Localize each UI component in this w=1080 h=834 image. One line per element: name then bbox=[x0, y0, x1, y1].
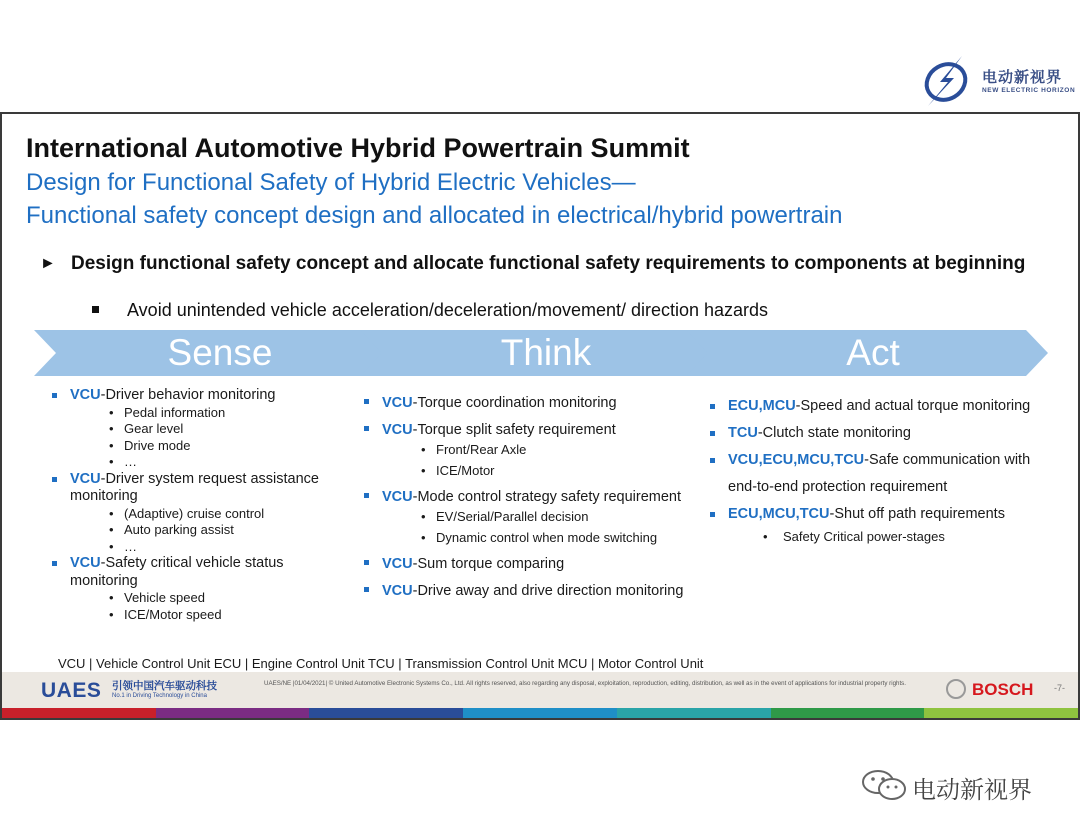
brand-name-en: NEW ELECTRIC HORIZON bbox=[982, 87, 1076, 94]
list-item: VCU-Driver system request assistance monitoring bbox=[50, 471, 350, 506]
arrow-bullet-icon: ► bbox=[40, 255, 56, 272]
color-bar-segment bbox=[771, 708, 925, 718]
list-subitem: • Drive mode bbox=[109, 437, 191, 453]
list-subitem: • … bbox=[109, 538, 137, 554]
main-bullet bbox=[40, 251, 1050, 276]
list-item: VCU-Driver behavior monitoring bbox=[50, 387, 350, 405]
list-subitem: • Vehicle speed bbox=[109, 590, 205, 605]
chevron-label-think: Think bbox=[500, 332, 592, 373]
bosch-logo: BOSCH bbox=[946, 680, 1033, 701]
color-bar-segment bbox=[309, 708, 463, 718]
list-item: VCU-Sum torque comparing bbox=[362, 554, 712, 574]
square-bullet-icon bbox=[710, 431, 715, 436]
legal-notice: UAES/NE |01/04/2021| © United Automotive Electronic Systems Co., Ltd. All rights reserved, also regarding any disposal, exploitation, reproduction, editing, distribution, as well as in the event of applications for industrial property rights. bbox=[264, 680, 906, 687]
slide-subtitle-2: Functional safety concept design and allocated in electrical/hybrid powertrain bbox=[26, 202, 843, 229]
square-bullet-icon bbox=[364, 493, 369, 498]
uaes-logo: UAES bbox=[41, 679, 102, 702]
square-bullet-icon bbox=[364, 399, 369, 404]
abbreviations-legend: VCU | Vehicle Control Unit ECU | Engine Control Unit TCU | Transmission Control Unit MCU | Motor Control Unit bbox=[58, 656, 704, 671]
slide-footer bbox=[2, 672, 1078, 708]
lightning-globe-icon bbox=[918, 52, 978, 108]
brand-name-cn: 电动新视界 bbox=[982, 69, 1063, 86]
list-item: VCU-Safety critical vehicle status monitoring bbox=[50, 555, 350, 590]
slide bbox=[0, 112, 1080, 720]
list-subitem: • … bbox=[109, 454, 137, 469]
page-number: -7- bbox=[1054, 683, 1065, 693]
square-bullet-icon bbox=[52, 477, 57, 482]
wechat-icon bbox=[860, 768, 910, 802]
list-subitem: • Front/Rear Axle bbox=[421, 442, 527, 457]
list-subitem: • Dynamic control when mode switching bbox=[421, 529, 658, 545]
list-subitem: • EV/Serial/Parallel decision bbox=[421, 509, 589, 524]
square-bullet-icon bbox=[52, 561, 57, 566]
list-subitem: • Pedal information bbox=[109, 404, 226, 420]
brand-logo bbox=[918, 52, 1078, 108]
list-subitem: • Safety Critical power-stages bbox=[763, 529, 945, 544]
square-bullet-icon bbox=[52, 393, 57, 398]
color-bar-segment bbox=[924, 708, 1078, 718]
color-bar-segment bbox=[2, 708, 156, 718]
square-bullet-icon bbox=[710, 512, 715, 517]
bosch-ring-icon bbox=[946, 679, 966, 699]
slide-title: International Automotive Hybrid Powertrain Summit bbox=[26, 133, 690, 163]
act-column bbox=[708, 393, 1068, 546]
list-item: TCU-Clutch state monitoring bbox=[708, 420, 1068, 447]
list-subitem: • ICE/Motor speed bbox=[109, 606, 222, 622]
list-item: VCU,ECU,MCU,TCU-Safe communication with end-to-end protection requirement bbox=[708, 447, 1058, 501]
color-bar-segment bbox=[617, 708, 771, 718]
list-item: ECU,MCU,TCU-Shut off path requirements bbox=[708, 501, 1068, 528]
square-bullet-icon bbox=[364, 560, 369, 565]
list-item: VCU-Torque coordination monitoring bbox=[362, 393, 712, 413]
square-bullet-icon bbox=[364, 426, 369, 431]
square-bullet-icon bbox=[364, 587, 369, 592]
slide-subtitle-1: Design for Functional Safety of Hybrid Electric Vehicles— bbox=[26, 169, 636, 196]
footer-color-bar bbox=[2, 708, 1078, 718]
uaes-slogan-cn: 引领中国汽车驱动科技 bbox=[112, 680, 217, 692]
think-column bbox=[362, 393, 712, 608]
watermark-text: 电动新视界 bbox=[912, 777, 1032, 804]
list-item: ECU,MCU-Speed and actual torque monitoring bbox=[708, 393, 1068, 420]
chevron-label-act: Act bbox=[846, 332, 900, 373]
color-bar-segment bbox=[463, 708, 617, 718]
list-subitem: • (Adaptive) cruise control bbox=[109, 505, 265, 521]
list-subitem: • Gear level bbox=[109, 421, 184, 436]
sense-column bbox=[50, 387, 350, 623]
color-bar-segment bbox=[156, 708, 310, 718]
sub-bullet bbox=[92, 300, 768, 321]
square-bullet-icon bbox=[710, 458, 715, 463]
chevron-label-sense: Sense bbox=[167, 332, 273, 373]
main-bullet-text: Design functional safety concept and allocate functional safety requirements to components at beginning bbox=[71, 253, 1026, 274]
list-subitem: • ICE/Motor bbox=[421, 462, 495, 478]
list-item: VCU-Mode control strategy safety requirement bbox=[362, 487, 712, 507]
uaes-slogan-en: No.1 in Driving Technology in China bbox=[112, 693, 207, 699]
square-bullet-icon bbox=[92, 306, 99, 313]
list-item: VCU-Torque split safety requirement bbox=[362, 420, 712, 440]
square-bullet-icon bbox=[710, 404, 715, 409]
list-item: VCU-Drive away and drive direction monitoring bbox=[362, 581, 712, 601]
list-subitem: • Auto parking assist bbox=[109, 522, 234, 537]
sub-bullet-text: Avoid unintended vehicle acceleration/deceleration/movement/ direction hazards bbox=[127, 300, 769, 320]
